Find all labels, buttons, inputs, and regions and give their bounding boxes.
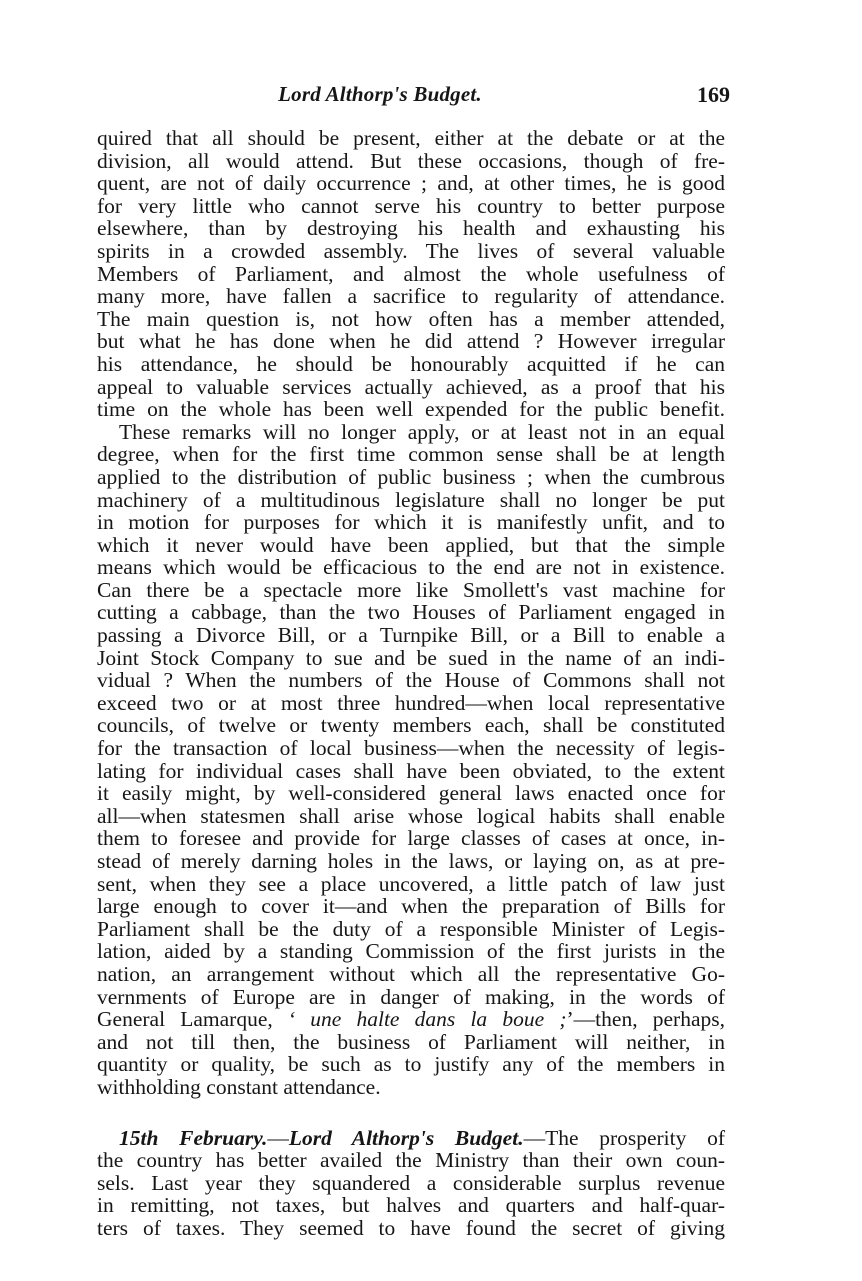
text-line: Parliament shall be the duty of a responsible Minister of Legis- <box>97 916 725 941</box>
text-line: passing a Divorce Bill, or a Turnpike Bill, or a Bill to enable a <box>97 623 725 648</box>
text-line: applied to the distribution of public business ; when the cumbrous <box>97 464 725 489</box>
text-line: sels. Last year they squandered a considerable surplus revenue <box>97 1170 725 1195</box>
section-date: 15th February. <box>119 1125 268 1150</box>
text-line: Can there be a spectacle more like Smollett's vast machine for <box>97 577 725 602</box>
text-line: ters of taxes. They seemed to have found the secret of giving <box>97 1215 725 1240</box>
quote-line-before: General Lamarque, <box>97 1007 288 1032</box>
text-line: The main question is, not how often has a member attended, <box>97 306 725 331</box>
text-line: which it never would have been applied, but that the simple <box>97 532 725 557</box>
text-line: for the transaction of local business—when the necessity of legis- <box>97 736 725 761</box>
quote-line-after: ’—then, perhaps, <box>566 1007 725 1032</box>
text-line: in remitting, not taxes, but halves and quarters and half-quar- <box>97 1193 725 1218</box>
paragraph-3 <box>97 1127 725 1240</box>
page-number: 169 <box>697 82 730 107</box>
text-line: councils, of twelve or twenty members each, shall be constituted <box>97 713 725 738</box>
text-line: many more, have fallen a sacrifice to regularity of attendance. <box>97 284 725 309</box>
paragraph-1 <box>97 127 725 421</box>
text-line: large enough to cover it—and when the preparation of Bills for <box>97 894 725 919</box>
text-line: lating for individual cases shall have been obviated, to the extent <box>97 758 725 783</box>
text-line: appeal to valuable services actually achieved, as a proof that his <box>97 374 725 399</box>
text-line: in motion for purposes for which it is manifestly unfit, and to <box>97 510 725 535</box>
text-line: division, all would attend. But these occasions, though of fre- <box>97 148 725 173</box>
text-line: it easily might, by well-considered general laws enacted once for <box>97 781 725 806</box>
paragraph-2 <box>97 421 725 1099</box>
body-text <box>97 127 725 1240</box>
text-line: sent, when they see a place uncovered, a little patch of law just <box>97 871 725 896</box>
section-dash: — <box>267 1125 289 1150</box>
text-line: elsewhere, than by destroying his health and exhausting his <box>97 216 725 241</box>
text-line: vidual ? When the numbers of the House of Commons shall not <box>97 668 725 693</box>
paragraph-gap <box>97 1099 725 1127</box>
text-line: but what he has done when he did attend ? However irregular <box>97 329 725 354</box>
quote-line <box>97 1008 725 1031</box>
page-header <box>100 82 730 114</box>
text-line: stead of merely darning holes in the laws, or laying on, as at pre- <box>97 849 725 873</box>
text-line: Members of Parliament, and almost the whole usefulness of <box>97 261 725 286</box>
text-line: machinery of a multitudinous legislature shall no longer be put <box>97 487 725 512</box>
text-line: them to foresee and provide for large classes of cases at once, in- <box>97 826 725 851</box>
text-line: degree, when for the first time common sense shall be at length <box>97 442 725 467</box>
text-line: all—when statesmen shall arise whose logical habits shall enable <box>97 803 725 828</box>
text-line: his attendance, he should be honourably acquitted if he can <box>97 351 725 376</box>
text-line: time on the whole has been well expended for the public benefit. <box>97 397 725 422</box>
text-line: means which would be efficacious to the end are not in existence. <box>97 555 725 580</box>
text-line: lation, aided by a standing Commission of the first jurists in the <box>97 939 725 964</box>
section-first-line-rest: —The prosperity of <box>523 1125 725 1150</box>
section-heading-line <box>97 1127 725 1150</box>
text-line: quired that all should be present, either at the debate or at the <box>97 126 725 150</box>
text-line: nation, an arrangement without which all the representative Go- <box>97 961 725 986</box>
text-line: quantity or quality, be such as to justify any of the members in <box>97 1052 725 1077</box>
text-line: cutting a cabbage, than the two Houses of Parliament engaged in <box>97 600 725 625</box>
french-quote: ‘ une halte dans la boue ; <box>287 1007 567 1032</box>
text-line: withholding constant attendance. <box>97 1074 381 1099</box>
text-line: Joint Stock Company to sue and be sued in the name of an indi- <box>97 645 725 670</box>
text-line: spirits in a crowded assembly. The lives of several valuable <box>97 238 725 263</box>
text-line: vernments of Europe are in danger of making, in the words of <box>97 984 725 1009</box>
section-title: Lord Althorp's Budget. <box>288 1125 524 1150</box>
text-line: for very little who cannot serve his country to better purpose <box>97 193 725 218</box>
text-line: the country has better availed the Ministry than their own coun- <box>97 1148 725 1173</box>
text-line: and not till then, the business of Parliament will neither, in <box>97 1029 725 1054</box>
text-line: These remarks will no longer apply, or at least not in an equal <box>119 419 725 444</box>
text-line: exceed two or at most three hundred—when local representative <box>97 690 725 715</box>
running-title: Lord Althorp's Budget. <box>278 82 482 106</box>
text-line: quent, are not of daily occurrence ; and, at other times, he is good <box>97 171 725 196</box>
